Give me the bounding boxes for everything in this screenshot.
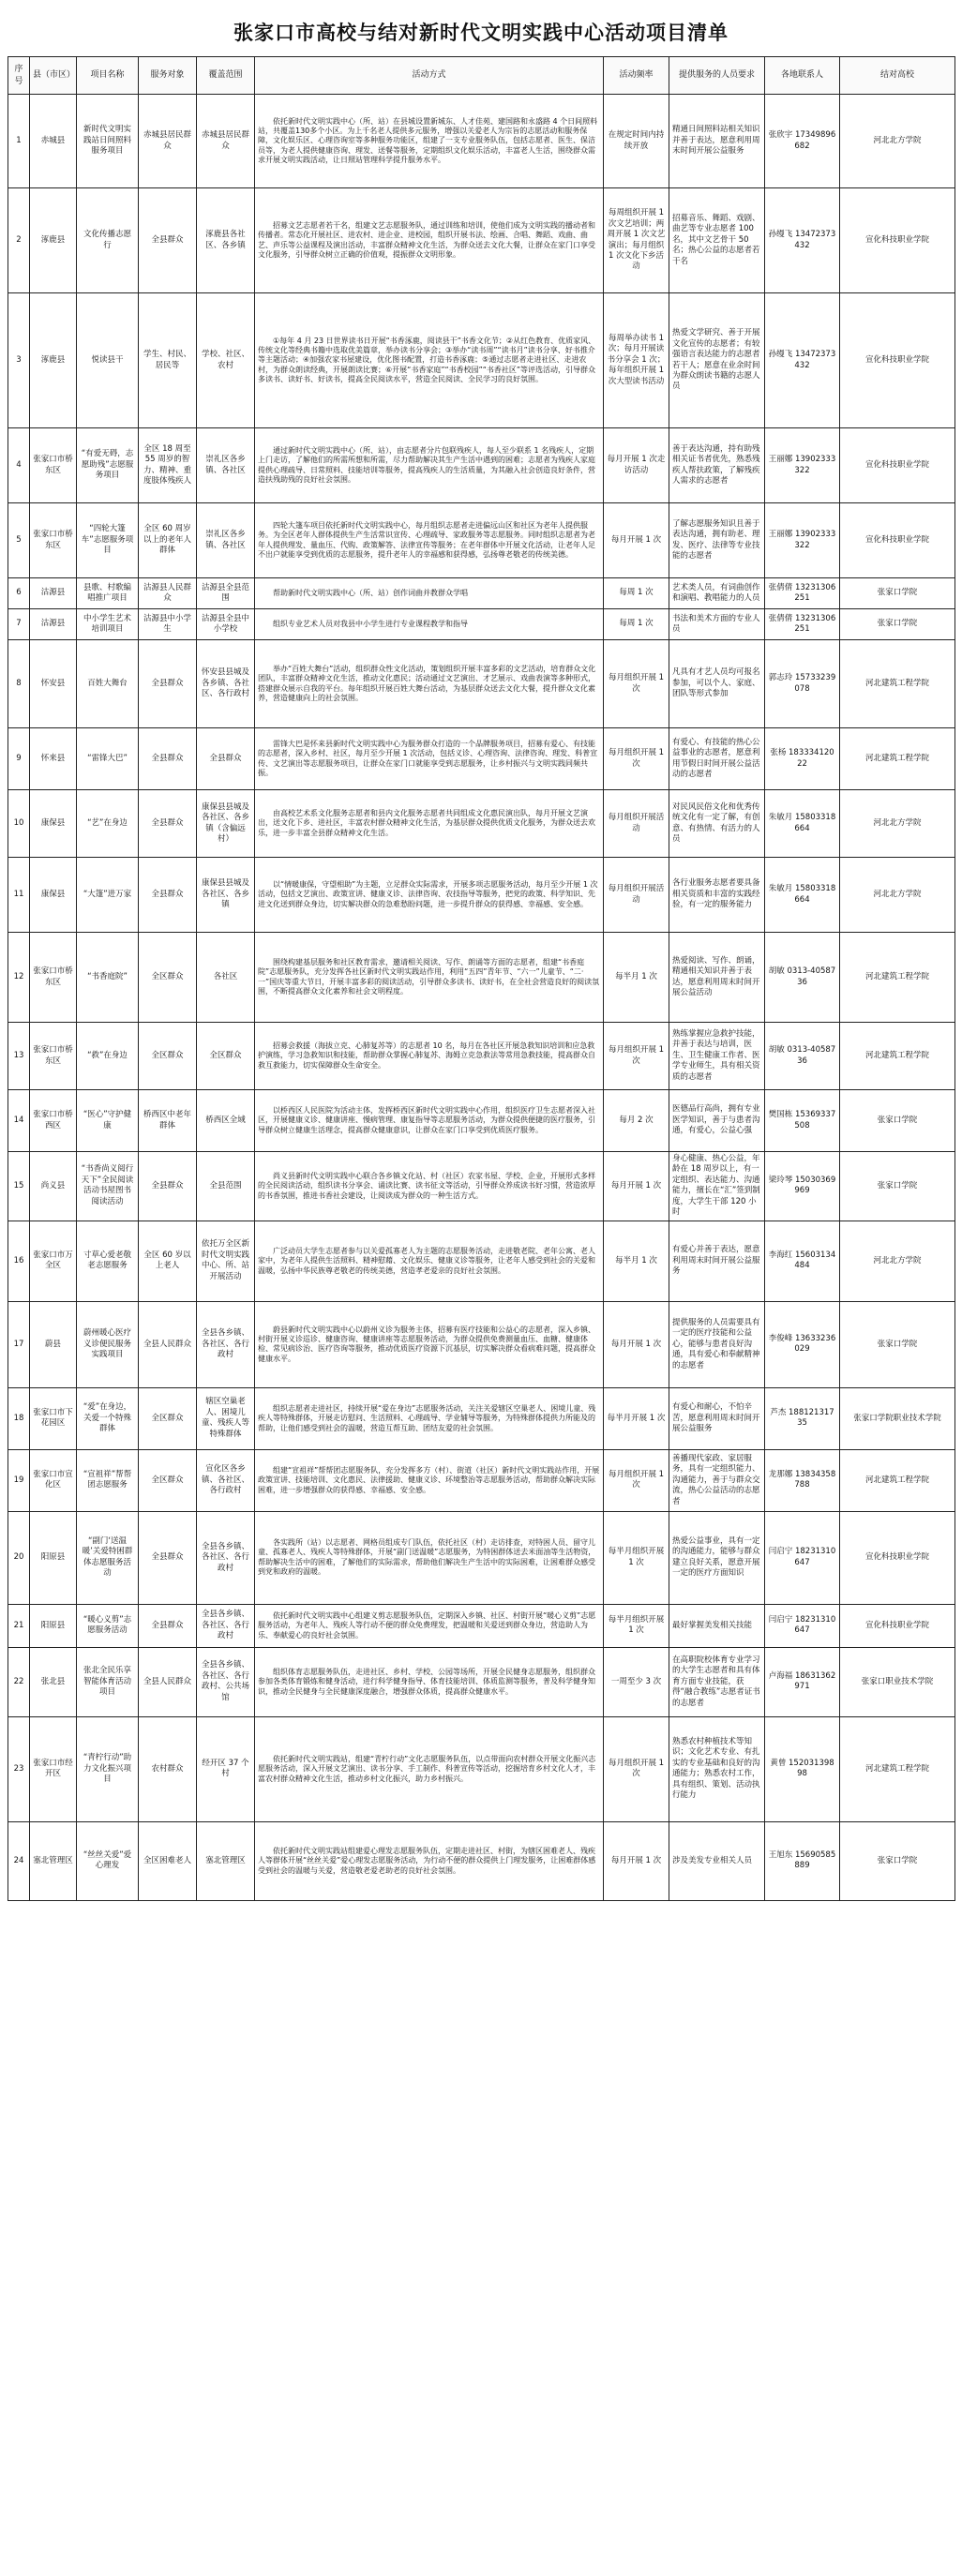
- cell-county: 沽源县: [30, 609, 77, 640]
- cell-county: 塞北管理区: [30, 1821, 77, 1900]
- cell-target: 全县人民群众: [139, 1647, 197, 1716]
- cell-target: 全区群众: [139, 1023, 197, 1090]
- cell-method: 举办“百姓大舞台”活动，组织群众性文化活动，策划组织开展丰富多彩的文艺活动，培育群众文化团队，丰富群众精神文化生活，推动文化惠民；活动通过文艺演出、才艺展示、戏曲表演等多种形式，搭建群众展示自我的平台。每年组织开展百姓大舞台活动，为基层群众送去文化大餐，提升群众文化素养，营造健康向上的社会氛围。: [255, 640, 604, 728]
- table-row: [8, 790, 955, 858]
- cell-name: 张北全民乐享智能体育活动项目: [77, 1647, 139, 1716]
- cell-target: 沽源县人民群众: [139, 578, 197, 609]
- cell-req: 涉及美发专业相关人员: [669, 1821, 765, 1900]
- cell-target: 全县群众: [139, 1152, 197, 1221]
- cell-freq: 每月组织开展活动: [604, 790, 669, 858]
- cell-method: 组织体育志愿服务队伍，走进社区、乡村、学校、公园等场所，开展全民健身志愿服务，组织群众参加各类体育锻炼和健身活动，进行科学健身指导、体育技能培训、体质监测等服务，普及科学健身知识，推动全民健身与全民健康深度融合，增强群众体质，提高群众健康水平。: [255, 1647, 604, 1716]
- cell-contact: 闫启宁 18231310647: [765, 1604, 840, 1647]
- cell-no: 13: [8, 1023, 30, 1090]
- cell-no: 9: [8, 728, 30, 790]
- cell-req: 热爱文学研究、善于开展文化宣传的志愿者；有较强语言表达能力的志愿者若干人；愿意在业余时间为群众朗读书籍的志愿人员: [669, 293, 765, 428]
- table-row: [8, 428, 955, 503]
- cell-method: 通过新时代文明实践中心（所、站），由志愿者分片包联残疾人，每人至少联系 1 名残疾人，定期上门走访，了解他们的所需所想和所需，尽力帮助解决其生产生活中遇到的困难；志愿者为残疾人家庭提供心理疏导、日常照料、技能培训等服务，提高残疾人的生活质量，为其融入社会创造良好条件，营造扶残助残的良好社会氛围。: [255, 428, 604, 503]
- table-row: [8, 503, 955, 578]
- cell-target: 农村群众: [139, 1716, 197, 1821]
- cell-target: 全区群众: [139, 933, 197, 1023]
- cell-contact: 张倩倩 13231306251: [765, 609, 840, 640]
- cell-scope: 崇礼区各乡镇、各社区: [197, 428, 255, 503]
- cell-freq: 每半月开展 1 次: [604, 1387, 669, 1449]
- header-no: 序号: [8, 57, 30, 95]
- header-uni: 结对高校: [840, 57, 955, 95]
- cell-contact: 张欣宇 17349896682: [765, 95, 840, 188]
- cell-county: 沽源县: [30, 578, 77, 609]
- cell-no: 19: [8, 1449, 30, 1511]
- cell-no: 16: [8, 1221, 30, 1301]
- cell-req: 善播现代家政、家居服务，具有一定组织能力、沟通能力，善于与群众交流，热心公益活动的志愿者: [669, 1449, 765, 1511]
- header-name: 项目名称: [77, 57, 139, 95]
- cell-target: 赤城县居民群众: [139, 95, 197, 188]
- cell-freq: 每周组织开展 1 次文艺培训；两周开展 1 次文艺演出；每月组织 1 次文化下乡活动: [604, 188, 669, 293]
- cell-target: 全县群众: [139, 640, 197, 728]
- cell-no: 15: [8, 1152, 30, 1221]
- cell-uni: 河北建筑工程学院: [840, 1023, 955, 1090]
- table-row: [8, 1821, 955, 1900]
- cell-uni: 张家口学院: [840, 1090, 955, 1152]
- cell-scope: 沽源县全县中小学校: [197, 609, 255, 640]
- cell-freq: 每月组织开展 1 次: [604, 640, 669, 728]
- table-body: [8, 95, 955, 1901]
- cell-name: “救”在身边: [77, 1023, 139, 1090]
- cell-freq: 每月组织开展 1 次: [604, 1023, 669, 1090]
- cell-target: 全区群众: [139, 1387, 197, 1449]
- cell-req: 招募音乐、舞蹈、戏剧、曲艺等专业志愿者 100 名，其中文艺骨干 50 名；热心公益的志愿者若干名: [669, 188, 765, 293]
- cell-method: 以“情暖康保，守望相助”为主题，立足群众实际需求，开展多项志愿服务活动，每月至少开展 1 次活动，包括文艺演出、政策宣讲、健康义诊、法律咨询、农技指导等服务，把党的政策、科学知识、先进文化送到群众身边，切实解决群众的急难愁盼问题，进一步提升群众的获得感、幸福感、安全感。: [255, 858, 604, 933]
- header-scope: 覆盖范围: [197, 57, 255, 95]
- cell-scope: 宣化区各乡镇、各社区、各行政村: [197, 1449, 255, 1511]
- cell-uni: 宣化科技职业学院: [840, 503, 955, 578]
- cell-county: 张家口市万全区: [30, 1221, 77, 1301]
- cell-scope: 赤城县居民群众: [197, 95, 255, 188]
- cell-contact: 王丽娜 13902333322: [765, 503, 840, 578]
- table-row: [8, 1152, 955, 1221]
- cell-req: 医德品行高尚，拥有专业医学知识，善于与患者沟通，有爱心，公益心强: [669, 1090, 765, 1152]
- cell-name: “医心”守护健康: [77, 1090, 139, 1152]
- table-row: [8, 858, 955, 933]
- cell-scope: 康保县县城及各社区、各乡镇: [197, 858, 255, 933]
- cell-county: 涿鹿县: [30, 293, 77, 428]
- cell-freq: 每月 2 次: [604, 1090, 669, 1152]
- cell-uni: 张家口学院: [840, 1301, 955, 1387]
- header-req: 提供服务的人员要求: [669, 57, 765, 95]
- cell-contact: 闫启宁 18231310647: [765, 1511, 840, 1604]
- cell-method: 以桥西区人民医院为活动主体，发挥桥西区新时代文明实践中心作用，组织医疗卫生志愿者深入社区，开展健康义诊、健康讲座、慢病管理、康复指导等志愿服务活动，为群众提供便捷的医疗服务，引导群众树立健康生活理念，提高群众健康意识，让群众在家门口享受到优质医疗服务。: [255, 1090, 604, 1152]
- cell-name: “书香尚义阅行天下”全民阅读活动书屋图书阅读活动: [77, 1152, 139, 1221]
- cell-target: 全县人民群众: [139, 1301, 197, 1387]
- page-title: 张家口市高校与结对新时代文明实践中心活动项目清单: [233, 22, 729, 44]
- cell-req: 凡具有才艺人员均可报名参加，可以个人、家庭、团队等形式参加: [669, 640, 765, 728]
- cell-method: 招募会救援（海拔立克、心肺复苏等）的志愿者 10 名，每月在各社区开展急救知识培训和应急救护演练，学习急救知识和技能，帮助群众掌握心肺复苏、海姆立克急救法等常用急救技能，提高群众自救互救能力，切实保障群众生命安全。: [255, 1023, 604, 1090]
- cell-freq: 每半月 1 次: [604, 1221, 669, 1301]
- cell-uni: 河北北方学院: [840, 790, 955, 858]
- cell-name: “暖心义剪”志愿服务活动: [77, 1604, 139, 1647]
- cell-contact: 朱敏月 15803318664: [765, 858, 840, 933]
- cell-county: 张家口市桥东区: [30, 1023, 77, 1090]
- cell-req: 身心健康、热心公益，年龄在 18 周岁以上，有一定组织、表达能力、沟通能力，擅长在“汇”签到制度，大学生干部 120 小时: [669, 1152, 765, 1221]
- cell-method: 各实践所（站）以志愿者、网格员组成专门队伍，依托社区（村）走访排查，对特困人员、留守儿童、孤寡老人、残疾人等特殊群体，开展“副门送温暖”志愿服务，为特困群体送去米面油等生活物资，帮助解决生活中的困难，了解他们的实际需求，帮助他们解决生产生活中的实际困难，让困难群众感受到党和政府的温暖。: [255, 1511, 604, 1604]
- cell-freq: 每周 1 次: [604, 578, 669, 609]
- table-row: [8, 609, 955, 640]
- cell-target: 学生、村民、居民等: [139, 293, 197, 428]
- cell-name: “四轮大篷车”志愿服务项目: [77, 503, 139, 578]
- cell-no: 21: [8, 1604, 30, 1647]
- table-row: [8, 1023, 955, 1090]
- cell-county: 蔚县: [30, 1301, 77, 1387]
- cell-freq: 每月组织开展活动: [604, 858, 669, 933]
- cell-contact: 郭志玲 15733239078: [765, 640, 840, 728]
- cell-contact: 黄曾 15203139898: [765, 1716, 840, 1821]
- cell-no: 8: [8, 640, 30, 728]
- cell-contact: 胡敏 0313-4058736: [765, 933, 840, 1023]
- cell-method: 四轮大篷车项目依托新时代文明实践中心，每月组织志愿者走进偏远山区和社区为老年人提供服务。为全区老年人群体提供生产生活常识宣传、心理疏导、家政服务等志愿服务。同时组织志愿者为老年人提供理发、量血压、代购、政策解答、法律宣传等服务；在老年群体中开展文化活动，让老年人足不出户就能享受到优质的志愿服务，提升老年人的幸福感和获得感，弘扬尊老敬老的传统美德。: [255, 503, 604, 578]
- cell-target: 全县群众: [139, 790, 197, 858]
- cell-uni: 河北建筑工程学院: [840, 728, 955, 790]
- cell-req: 提供服务的人员需要具有一定的医疗技能和公益心，能够与患者良好沟通，具有爱心和奉献精神的志愿者: [669, 1301, 765, 1387]
- cell-contact: 樊国栋 15369337508: [765, 1090, 840, 1152]
- cell-method: 广泛动员大学生志愿者参与以关爱孤寡老人为主题的志愿服务活动，走进敬老院、老年公寓、老人家中，为老年人提供生活照料、精神慰藉、文化娱乐、健康义诊等服务，让老年人感受到社会的关爱和温暖，弘扬中华民族尊老敬老的传统美德，营造孝老爱亲的良好社会氛围。: [255, 1221, 604, 1301]
- cell-county: 张北县: [30, 1647, 77, 1716]
- cell-no: 20: [8, 1511, 30, 1604]
- cell-name: “有爱无碍，志愿助残”志愿服务项目: [77, 428, 139, 503]
- cell-req: 最好掌握美发相关技能: [669, 1604, 765, 1647]
- cell-req: 有爱心并善于表达，愿意利用周末时间开展公益服务: [669, 1221, 765, 1301]
- cell-method: 雷锋大巴是怀来县新时代文明实践中心为服务群众打造的一个品牌服务项目，招募有爱心、有技能的志愿者，深入乡村、社区，每月至少开展 1 次活动，包括义诊、心理咨询、法律咨询、理发、科普宣传、文艺演出等志愿服务项目，让群众在家门口就能享受到志愿服务，让乡村振兴与文明实践同频共振。: [255, 728, 604, 790]
- cell-target: 全区 60 岁以上老人: [139, 1221, 197, 1301]
- table-row: [8, 1301, 955, 1387]
- cell-contact: 胡敏 0313-4058736: [765, 1023, 840, 1090]
- cell-county: 张家口市桥东区: [30, 428, 77, 503]
- cell-no: 5: [8, 503, 30, 578]
- cell-name: “副门‘送温暖’关爱特困群体志愿服务活动: [77, 1511, 139, 1604]
- cell-uni: 宣化科技职业学院: [840, 428, 955, 503]
- cell-no: 11: [8, 858, 30, 933]
- cell-uni: 河北北方学院: [840, 95, 955, 188]
- cell-scope: 辖区空巢老人、困境儿童、残疾人等特殊群体: [197, 1387, 255, 1449]
- cell-contact: 卢海福 18631362971: [765, 1647, 840, 1716]
- cell-scope: 桥西区全域: [197, 1090, 255, 1152]
- cell-contact: 朱敏月 15803318664: [765, 790, 840, 858]
- cell-scope: 全县各乡镇、各社区、各行政村: [197, 1604, 255, 1647]
- cell-target: 全县群众: [139, 1604, 197, 1647]
- cell-method: 招募文艺志愿者若干名，组建文艺志愿服务队，通过训练和培训，使他们成为文明实践的播动者和传播者。常态化开展社区、进农村、进企业、进校园，组织开展书法、绘画、合唱、舞蹈、戏曲、曲艺、声乐等公益课程及演出活动，丰富群众精神文化生活，为群众送去文化大餐，让群众在家门口享受文化服务，引导群众树立正确的价值观，提振群众文明形象。: [255, 188, 604, 293]
- table-row: [8, 1449, 955, 1511]
- cell-name: 新时代文明实践站日间照料服务项目: [77, 95, 139, 188]
- cell-no: 17: [8, 1301, 30, 1387]
- cell-req: 热爱公益事业，具有一定的沟通能力，能够与群众建立良好关系，愿意开展一定的医疗方面知识: [669, 1511, 765, 1604]
- cell-method: 围绕构建基层服务和社区教育需求，邀请相关阅读、写作、朗诵等方面的志愿者，组建“书香庭院”志愿服务队，充分发挥各社区新时代文明实践站作用，利用“五四”青年节、“六一”儿童节、“二·一”国庆等重大节日，开展丰富多彩的阅读活动，引导群众多读书、读好书，在全社会营造良好的阅读氛围，不断提高群众文化素养和社会文明程度。: [255, 933, 604, 1023]
- cell-county: 怀来县: [30, 728, 77, 790]
- header-county: 县（市区）: [30, 57, 77, 95]
- cell-req: 有爱心和耐心，不怕辛苦，愿意利用周末时间开展公益服务: [669, 1387, 765, 1449]
- header-contact: 各地联系人: [765, 57, 840, 95]
- cell-uni: 张家口学院: [840, 609, 955, 640]
- cell-no: 1: [8, 95, 30, 188]
- cell-target: 全县群众: [139, 728, 197, 790]
- cell-scope: 全县群众: [197, 728, 255, 790]
- cell-scope: 崇礼区各乡镇、各社区: [197, 503, 255, 578]
- cell-req: 有爱心、有技能的热心公益事业的志愿者，愿意利用节假日时间开展公益活动的志愿者: [669, 728, 765, 790]
- cell-freq: 在规定时间内持续开放: [604, 95, 669, 188]
- cell-req: 热爱阅读、写作、朗诵，精通相关知识并善于表达，愿意利用周末时间开展公益活动: [669, 933, 765, 1023]
- cell-no: 24: [8, 1821, 30, 1900]
- cell-no: 12: [8, 933, 30, 1023]
- header-method: 活动方式: [255, 57, 604, 95]
- cell-uni: 张家口学院: [840, 578, 955, 609]
- cell-contact: 李俊峰 13633236029: [765, 1301, 840, 1387]
- cell-county: 张家口市桥西区: [30, 1090, 77, 1152]
- table-row: [8, 578, 955, 609]
- cell-method: 蔚县新时代文明实践中心以蔚州义诊为服务主体，招募有医疗技能和公益心的志愿者，深入乡镇、村街开展义诊巡诊、健康咨询、健康讲座等志愿服务活动，为群众提供免费测量血压、血糖、健康体检、常见病诊治、医疗咨询等服务，推动优质医疗资源下沉基层，切实解决群众看病难问题，提高群众健康水平。: [255, 1301, 604, 1387]
- cell-county: 尚义县: [30, 1152, 77, 1221]
- cell-county: 康保县: [30, 858, 77, 933]
- cell-method: 帮助新时代文明实践中心（所、站）创作词曲并教群众学唱: [255, 578, 604, 609]
- cell-no: 7: [8, 609, 30, 640]
- table-header-row: [8, 57, 955, 95]
- cell-freq: 每月开展 1 次: [604, 503, 669, 578]
- cell-freq: 每月开展 1 次走访活动: [604, 428, 669, 503]
- cell-method: 组建“宣祖祥”帮帮团志愿服务队，充分发挥多方（村）、街道（社区）新时代文明实践站作用，开展政策宣讲、技能培训、文化惠民、法律援助、健康义诊、环境整治等志愿服务活动，帮助群众解决实际困难，进一步增强群众的获得感、幸福感、安全感。: [255, 1449, 604, 1511]
- cell-scope: 学校、社区、农村: [197, 293, 255, 428]
- cell-contact: 龙那娜 13834358788: [765, 1449, 840, 1511]
- cell-name: 中小学生艺术培训项目: [77, 609, 139, 640]
- cell-name: “大篷”进万家: [77, 858, 139, 933]
- table-row: [8, 728, 955, 790]
- table-row: [8, 1511, 955, 1604]
- cell-contact: 孙缦飞 13472373432: [765, 188, 840, 293]
- cell-uni: 宣化科技职业学院: [840, 1604, 955, 1647]
- cell-county: 张家口市经开区: [30, 1716, 77, 1821]
- cell-req: 了解志愿服务知识且善于表达沟通，拥有助老、理发、医疗、法律等专业技能的志愿者: [669, 503, 765, 578]
- table-row: [8, 933, 955, 1023]
- cell-uni: 河北建筑工程学院: [840, 1716, 955, 1821]
- table-row: [8, 1716, 955, 1821]
- cell-scope: 涿鹿县各社区、各乡镇: [197, 188, 255, 293]
- cell-freq: 每半月组织开展 1 次: [604, 1604, 669, 1647]
- cell-name: “书香庭院”: [77, 933, 139, 1023]
- cell-target: 全县群众: [139, 1511, 197, 1604]
- cell-target: 桥西区中老年群体: [139, 1090, 197, 1152]
- cell-name: “青柠行动”助力文化振兴项目: [77, 1716, 139, 1821]
- project-table: [8, 56, 955, 1901]
- cell-no: 14: [8, 1090, 30, 1152]
- cell-uni: 张家口学院: [840, 1821, 955, 1900]
- cell-freq: 每月开展 1 次: [604, 1821, 669, 1900]
- cell-name: “爱”在身边，关爱一个特殊群体: [77, 1387, 139, 1449]
- cell-method: 依托新时代文明实践中心组建义剪志愿服务队伍，定期深入乡镇、社区、村街开展“暖心义剪”志愿服务活动，为老年人、残疾人等行动不便的群众免费理发，把温暖和关爱送到群众身边，营造助人为乐、奉献爱心的良好社会氛围。: [255, 1604, 604, 1647]
- cell-target: 全区 60 周岁以上的老年人群体: [139, 503, 197, 578]
- cell-scope: 全县范围: [197, 1152, 255, 1221]
- cell-target: 沽源县中小学生: [139, 609, 197, 640]
- cell-contact: 芦杰 18812131735: [765, 1387, 840, 1449]
- cell-scope: 全区群众: [197, 1023, 255, 1090]
- table-row: [8, 1090, 955, 1152]
- cell-uni: 张家口学院: [840, 1152, 955, 1221]
- table-row: [8, 188, 955, 293]
- cell-name: 百姓大舞台: [77, 640, 139, 728]
- cell-contact: 王丽娜 13902333322: [765, 428, 840, 503]
- cell-county: 涿鹿县: [30, 188, 77, 293]
- cell-scope: 塞北管理区: [197, 1821, 255, 1900]
- cell-method: 组织专业艺术人员对我县中小学生进行专业课程教学和指导: [255, 609, 604, 640]
- header-target: 服务对象: [139, 57, 197, 95]
- cell-no: 4: [8, 428, 30, 503]
- cell-county: 怀安县: [30, 640, 77, 728]
- cell-freq: 每月开展 1 次: [604, 1152, 669, 1221]
- cell-freq: 每月开展 1 次: [604, 1301, 669, 1387]
- cell-req: 熟悉农村种植技术等知识；文化艺术专业、有扎实的专业基础和良好的沟通能力；熟悉农村工作，具有组织、策划、活动执行能力: [669, 1716, 765, 1821]
- cell-req: 在高职院校体育专业学习的大学生志愿者和具有体育方面专业技能，获得“融合教练”志愿者证书的志愿者: [669, 1647, 765, 1716]
- cell-uni: 河北建筑工程学院: [840, 1449, 955, 1511]
- cell-no: 6: [8, 578, 30, 609]
- cell-uni: 宣化科技职业学院: [840, 1511, 955, 1604]
- cell-req: 善于表达沟通，持有助残相关证书者优先，熟悉残疾人帮扶政策，了解残疾人需求的志愿者: [669, 428, 765, 503]
- cell-req: 精通日间照料站相关知识并善于表达，愿意利用周末时间开展公益服务: [669, 95, 765, 188]
- cell-freq: 每半月 1 次: [604, 933, 669, 1023]
- cell-uni: 宣化科技职业学院: [840, 293, 955, 428]
- cell-name: 文化传播志愿行: [77, 188, 139, 293]
- cell-scope: 经开区 37 个村: [197, 1716, 255, 1821]
- cell-no: 22: [8, 1647, 30, 1716]
- table-row: [8, 1604, 955, 1647]
- table-row: [8, 1387, 955, 1449]
- cell-name: 寸草心爱老敬老志愿服务: [77, 1221, 139, 1301]
- cell-freq: 每周 1 次: [604, 609, 669, 640]
- cell-contact: 王旭东 15690585889: [765, 1821, 840, 1900]
- cell-scope: 沽源县全县范围: [197, 578, 255, 609]
- cell-scope: 康保县县城及各社区、各乡镇（含偏远村）: [197, 790, 255, 858]
- cell-county: 张家口市桥东区: [30, 503, 77, 578]
- cell-method: 由高校艺术系文化服务志愿者和县内文化服务志愿者共同组成文化惠民演出队，每月开展文艺演出，送文化下乡、进社区，丰富农村群众精神文化生活，为基层群众提供优质文化服务，为群众送去欢乐，进一步丰富全县群众精神文化生活。: [255, 790, 604, 858]
- cell-name: “丝丝关爱”爱心理发: [77, 1821, 139, 1900]
- cell-freq: 每周举办读书 1 次；每月开展读书分享会 1 次；每年组织开展 1 次大型读书活动: [604, 293, 669, 428]
- cell-uni: 河北北方学院: [840, 1221, 955, 1301]
- cell-freq: 每半月组织开展 1 次: [604, 1511, 669, 1604]
- cell-no: 3: [8, 293, 30, 428]
- cell-name: 悦读县干: [77, 293, 139, 428]
- cell-req: 各行业服务志愿者要具备相关资质和丰富的实践经验，有一定的服务能力: [669, 858, 765, 933]
- cell-county: 张家口市桥东区: [30, 933, 77, 1023]
- cell-contact: 张杨 18333412022: [765, 728, 840, 790]
- cell-uni: 张家口职业技术学院: [840, 1647, 955, 1716]
- cell-scope: 各社区: [197, 933, 255, 1023]
- header-freq: 活动频率: [604, 57, 669, 95]
- table-row: [8, 95, 955, 188]
- cell-name: “雷锋大巴”: [77, 728, 139, 790]
- table-row: [8, 1647, 955, 1716]
- cell-scope: 全县各乡镇、各社区、各行政村: [197, 1511, 255, 1604]
- cell-req: 书法和美术方面的专业人员: [669, 609, 765, 640]
- cell-name: 蔚州暖心医疗义诊便民服务实践项目: [77, 1301, 139, 1387]
- cell-method: 组织志愿者走进社区，持续开展“爱在身边”志愿服务活动，关注关爱辖区空巢老人、困境儿童、残疾人等特殊群体，开展走访慰问、生活照料、心理疏导、学业辅导等服务，为特殊群体提供力所能及的帮助，让他们感受到社会的温暖，营造互帮互助、团结友爱的社会氛围。: [255, 1387, 604, 1449]
- cell-county: 张家口市宣化区: [30, 1449, 77, 1511]
- cell-no: 23: [8, 1716, 30, 1821]
- cell-contact: 张倩倩 13231306251: [765, 578, 840, 609]
- table-row: [8, 640, 955, 728]
- cell-uni: 宣化科技职业学院: [840, 188, 955, 293]
- cell-no: 10: [8, 790, 30, 858]
- cell-scope: 全县各乡镇、各社区、各行政村、公共场馆: [197, 1647, 255, 1716]
- cell-no: 2: [8, 188, 30, 293]
- table-row: [8, 1221, 955, 1301]
- cell-no: 18: [8, 1387, 30, 1449]
- cell-contact: 孙缦飞 13472373432: [765, 293, 840, 428]
- cell-freq: 每月组织开展 1 次: [604, 1716, 669, 1821]
- cell-req: 艺术类人员，有词曲创作和演唱、教唱能力的人员: [669, 578, 765, 609]
- cell-target: 全区困难老人: [139, 1821, 197, 1900]
- cell-target: 全区群众: [139, 1449, 197, 1511]
- cell-method: ①每年 4 月 23 日世界读书日开展“书香涿鹿，阅读县干”书香文化节；②从红色教育、优质家风、传统文化等经典书籍中选取优美篇章，举办读书分享会；③举办“读书周”“读书月”读书分享、好书推介等主题活动；④加强农家书屋建设，优化图书配置，打造书香涿鹿；⑤通过志愿者走进社区、走进农村，为群众朗读经典，开展朗读比赛；⑥开展“书香家庭”“书香校园”“书香社区”等评选活动，引导群众多读书、读好书、好读书，提高全民阅读水平，营造全民阅读、全民学习的良好氛围。: [255, 293, 604, 428]
- cell-county: 阳原县: [30, 1604, 77, 1647]
- cell-county: 张家口市下花园区: [30, 1387, 77, 1449]
- cell-method: 依托新时代文明实践站组建爱心理发志愿服务队伍，定期走进社区、村街，为辖区困难老人、残疾人等群体开展“丝丝关爱”爱心理发志愿服务活动，为行动不便的群众提供上门理发服务，让困难群体感受到社会的温暖与关爱，营造敬老爱老助老的良好社会氛围。: [255, 1821, 604, 1900]
- cell-target: 全区 18 周至 55 周岁的智力、精神、重度肢体残疾人: [139, 428, 197, 503]
- cell-county: 阳原县: [30, 1511, 77, 1604]
- cell-scope: 依托万全区新时代文明实践中心、所、站开展活动: [197, 1221, 255, 1301]
- cell-target: 全县群众: [139, 188, 197, 293]
- cell-req: 对民风民俗文化和优秀传统文化有一定了解，有创意、有热情、有活力的人员: [669, 790, 765, 858]
- cell-freq: 一周至少 3 次: [604, 1647, 669, 1716]
- cell-name: 县歌、村歌编唱推广项目: [77, 578, 139, 609]
- table-row: [8, 293, 955, 428]
- cell-scope: 全县各乡镇、各社区、各行政村: [197, 1301, 255, 1387]
- cell-contact: 梁玲琴 15030369969: [765, 1152, 840, 1221]
- cell-uni: 张家口学院职业技术学院: [840, 1387, 955, 1449]
- cell-method: 依托新时代文明实践中心（所、站）在县城设置新城东、人才佳苑、建国路和永盛路 4 个日间照料站，共覆盖130多个小区。为上千名老人提供多元服务，增强以关爱老人为宗旨的志愿活动和服务保障，文化娱乐区、心理咨询室等多种服务功能区，组建了一支专业服务队伍，包括志愿者、医生、保洁员等，为老人提供健康咨询、理发、送餐等服务，定期组织文化娱乐活动，丰富老人生活，围绕群众需求开展文明实践活动，让日照站管理科学提升服务水平。: [255, 95, 604, 188]
- cell-county: 康保县: [30, 790, 77, 858]
- cell-uni: 河北建筑工程学院: [840, 933, 955, 1023]
- cell-freq: 每月组织开展 1 次: [604, 1449, 669, 1511]
- cell-uni: 河北建筑工程学院: [840, 640, 955, 728]
- cell-req: 熟练掌握应急救护技能，并善于表达与培训，医生、卫生健康工作者、医学专业师生，具有相关资质的志愿者: [669, 1023, 765, 1090]
- cell-target: 全县群众: [139, 858, 197, 933]
- cell-name: “艺”在身边: [77, 790, 139, 858]
- cell-name: “宣祖祥”帮帮团志愿服务: [77, 1449, 139, 1511]
- cell-county: 赤城县: [30, 95, 77, 188]
- cell-contact: 李海红 15603134484: [765, 1221, 840, 1301]
- cell-scope: 怀安县县城及各乡镇、各社区、各行政村: [197, 640, 255, 728]
- cell-method: 依托新时代文明实践站，组建“青柠行动”文化志愿服务队伍，以点带面向农村群众开展文化振兴志愿服务活动，深入开展文艺演出、读书分享、手工制作、科普宣传等活动，挖掘培育乡村文化人才，丰富农村群众精神文化生活，推动乡村文化振兴，助力乡村振兴。: [255, 1716, 604, 1821]
- cell-method: 尚义县新时代文明实践中心联合各乡镇文化站、村（社区）农家书屋、学校、企业，开展形式多样的全民阅读活动，组织读书分享会、诵读比赛、读书征文等活动，引导群众养成读书好习惯，营造浓厚的书香氛围，推进书香社会建设，让阅读成为群众的一种生活方式。: [255, 1152, 604, 1221]
- cell-freq: 每月组织开展 1 次: [604, 728, 669, 790]
- cell-uni: 河北北方学院: [840, 858, 955, 933]
